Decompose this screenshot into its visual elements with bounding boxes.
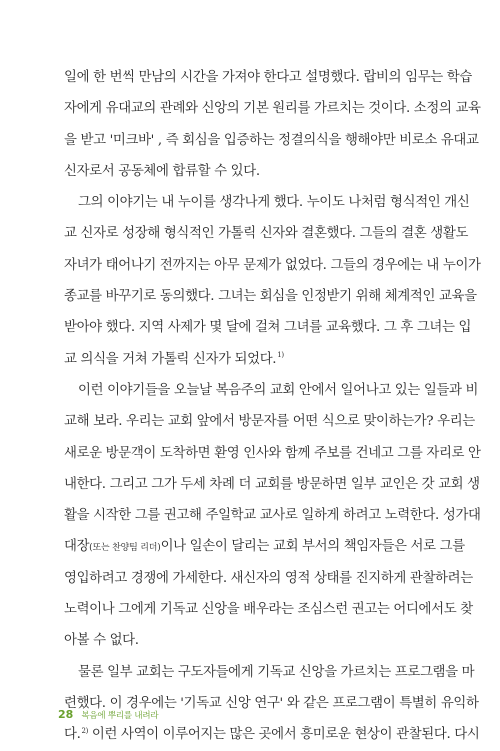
- body-line: 교해 보라. 우리는 교회 앞에서 방문자를 어떤 식으로 맞이하는가? 우리는: [64, 414, 475, 430]
- body-line: 물론 일부 교회는 구도자들에게 기독교 신앙을 가르치는 프로그램을 마: [78, 664, 475, 680]
- body-line: 받아야 했다. 지역 사제가 몇 달에 걸쳐 그녀를 교육했다. 그 후 그녀는 입: [64, 320, 472, 336]
- body-line: 영입하려고 경쟁에 가세한다. 새신자의 영적 상태를 진지하게 관찰하려는: [64, 570, 473, 586]
- page-number: 28: [58, 708, 74, 721]
- footnote-marker: 1): [277, 351, 284, 360]
- body-line: 내한다. 그리고 그가 두세 차례 더 교회를 방문하면 일부 교인은 갓 교회 생: [64, 476, 480, 492]
- body-line-text: 대장: [64, 539, 90, 555]
- body-line: 노력이나 그에게 기독교 신앙을 배우라는 조심스런 권고는 어디에서도 찾: [64, 602, 473, 618]
- body-line: 자녀가 태어나기 전까지는 아무 문제가 없었다. 그들의 경우에는 내 누이가: [64, 257, 481, 273]
- parenthetical-note: (또는 찬양팀 리더): [89, 543, 161, 554]
- body-line-text: 이나 일손이 달리는 교회 부서의 책임자들은 서로 그를: [160, 539, 465, 555]
- body-line: 새로운 방문객이 도착하면 환영 인사와 함께 주보를 건네고 그를 자리로 안: [64, 445, 481, 461]
- body-line-text: 다.: [64, 727, 81, 743]
- body-line: 이런 이야기들을 오늘날 복음주의 교회 안에서 일어나고 있는 일들과 비: [78, 382, 479, 398]
- body-line: 신자로서 공동체에 합류할 수 있다.: [64, 163, 260, 179]
- running-title: 복음에 뿌리를 내려라: [81, 711, 159, 721]
- body-line: 종교를 바꾸기로 동의했다. 그녀는 회심을 인정받기 위해 체계적인 교육을: [64, 289, 477, 305]
- body-line: 자에게 유대교의 관례와 신앙의 기본 원리를 가르치는 것이다. 소정의 교육: [64, 101, 481, 117]
- footnote-marker: 2): [81, 726, 88, 735]
- body-line: [64, 531, 465, 562]
- body-line: 교 신자로 성장해 형식적인 가톨릭 신자와 결혼했다. 그들의 결혼 생활도: [64, 226, 469, 242]
- body-line-text: 교 의식을 거쳐 가톨릭 신자가 되었다.: [64, 351, 277, 367]
- body-text: [64, 62, 481, 751]
- page-footer: [58, 708, 158, 724]
- body-line: 련했다. 이 경우에는 '기독교 신앙 연구' 와 같은 프로그램이 특별히 유익하: [64, 695, 479, 711]
- body-line: 그의 이야기는 내 누이를 생각나게 했다. 누이도 나처럼 형식적인 개신: [78, 195, 470, 211]
- body-line: 활을 시작한 그를 권고해 주일학교 교사로 일하게 하려고 노력한다. 성가대: [64, 508, 481, 524]
- body-line: 일에 한 번씩 만남의 시간을 가져야 한다고 설명했다. 랍비의 임무는 학습: [64, 70, 472, 85]
- body-line: 을 받고 '미크바' , 즉 회심을 입증하는 정결의식을 행해야만 비로소 유대교: [64, 132, 479, 148]
- body-line: [64, 344, 444, 375]
- body-line-text: 이런 사역이 이루어지는 많은 곳에서 흥미로운 현상이 관찰된다. 다시: [88, 727, 480, 743]
- body-line: 아볼 수 없다.: [64, 633, 139, 649]
